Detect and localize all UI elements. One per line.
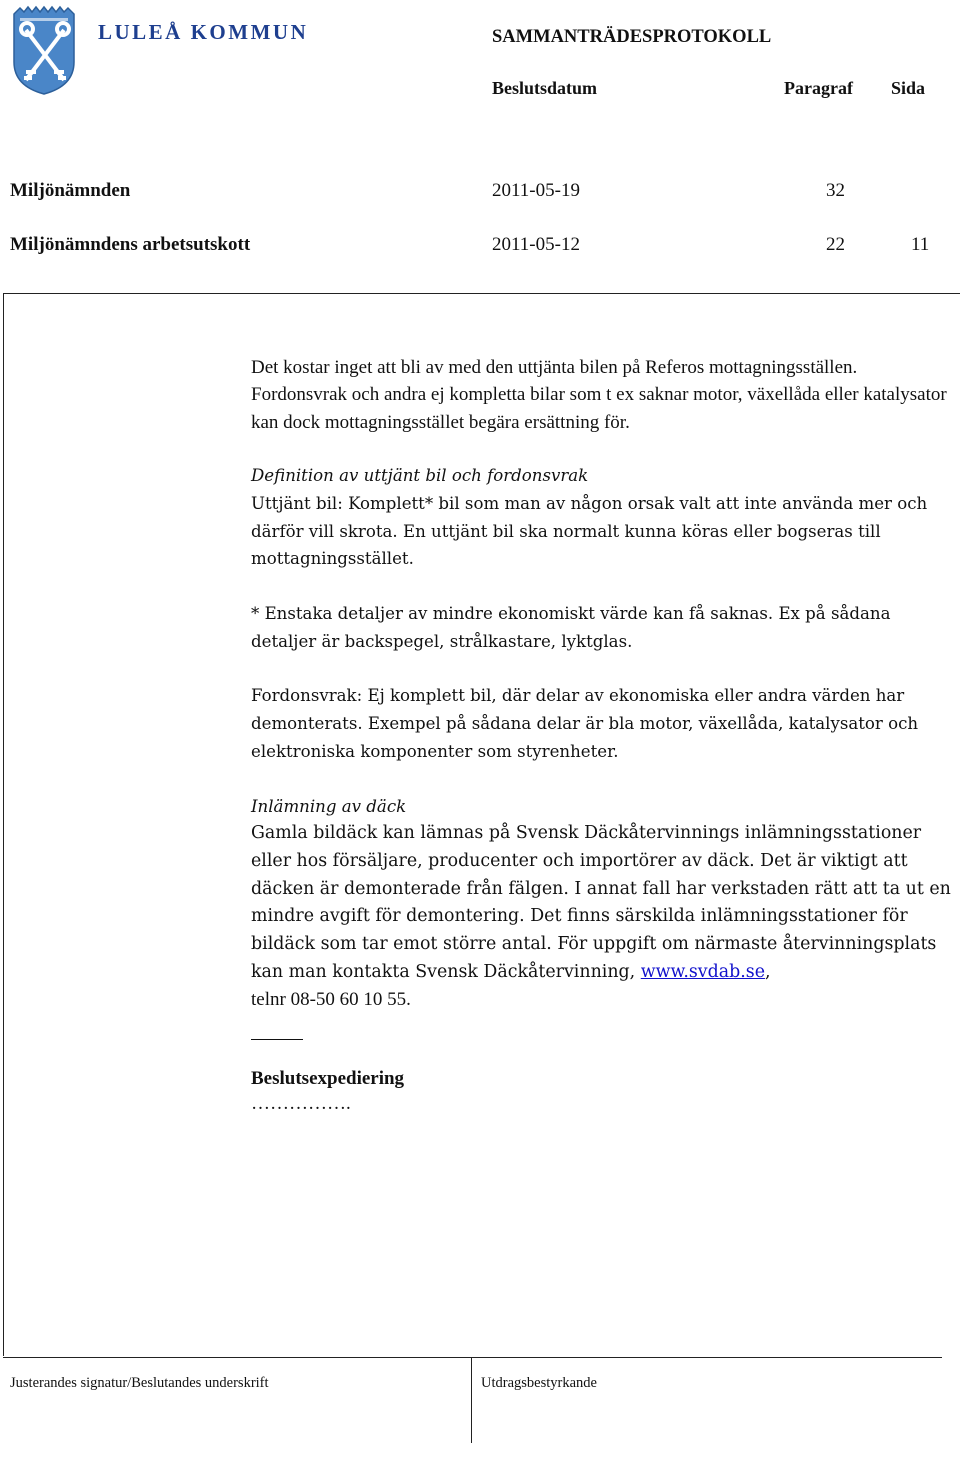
excerpt-field-label: Utdragsbestyrkande bbox=[481, 1375, 597, 1391]
section-divider bbox=[251, 1039, 303, 1040]
column-header-paragraph: Paragraf bbox=[784, 78, 853, 98]
svdab-link[interactable]: www.svdab.se bbox=[640, 961, 765, 982]
definition-fordonsvrak-b: Exempel på sådana delar är bla motor, växellåda, katalysator och elektroniska komponenter som styrenheter. bbox=[251, 714, 919, 761]
section-heading-beslutsexpediering: Beslutsexpediering bbox=[251, 1067, 405, 1089]
paragraph-definition-uttjant bbox=[251, 490, 956, 573]
tires-comma: , bbox=[764, 961, 771, 982]
beslutsexpediering-placeholder: ……………. bbox=[251, 1092, 351, 1114]
tires-text: Gamla bildäck kan lämnas på Svensk Däckåtervinnings inlämningsstationer eller hos försäljare, producenter och importörer av däck. Det är viktigt att däcken är demonterade från fälgen. I annat fall har verkstaden rätt att ta ut en mindre avgift för demontering. Det finns särskilda inlämningsstationer för bildäck som tar emot större antal. För uppgift om närmaste återvinningsplats kan man kontakta Svensk Däckåtervinning, bbox=[251, 823, 951, 982]
section-heading-tires: Inlämning av däck bbox=[251, 796, 407, 816]
signature-field-label: Justerandes signatur/Beslutandes underskrift bbox=[10, 1375, 269, 1391]
lulea-coat-of-arms-logo bbox=[10, 4, 80, 96]
meeting-date: 2011-05-19 bbox=[492, 180, 580, 201]
organization-name: LULEÅ KOMMUN bbox=[98, 20, 309, 44]
meeting-paragraph: 32 bbox=[826, 180, 845, 201]
content-frame-left-border bbox=[3, 293, 4, 1356]
meeting-body-name: Miljönämnden bbox=[10, 180, 131, 201]
definition-uttjant-bil: Uttjänt bil: Komplett* bil som man av någon orsak valt att inte använda mer och därför vill skrota. bbox=[251, 493, 928, 541]
definition-detaljer-a: * Enstaka detaljer av mindre ekonomiskt värde kan få saknas. bbox=[251, 604, 774, 624]
meeting-date: 2011-05-12 bbox=[492, 234, 580, 255]
meeting-body-name: Miljönämndens arbetsutskott bbox=[10, 234, 251, 255]
page-number: 11 bbox=[911, 234, 930, 255]
document-type-title: SAMMANTRÄDESPROTOKOLL bbox=[492, 27, 772, 47]
section-heading-definition: Definition av uttjänt bil och fordonsvrak bbox=[251, 466, 589, 486]
definition-detaljer-b: Ex på sådana detaljer är backspegel, strålkastare, lyktglas. bbox=[251, 604, 891, 651]
definition-fordonsvrak-a: Fordonsvrak: Ej komplett bil, där delar av ekonomiska eller andra värden har demonterats. bbox=[251, 686, 905, 734]
tires-phone: telnr 08-50 60 10 55. bbox=[251, 989, 411, 1011]
paragraph-definition-detaljer bbox=[251, 600, 956, 655]
column-header-date: Beslutsdatum bbox=[492, 78, 598, 98]
content-frame-top-border bbox=[3, 293, 960, 294]
footer-rule-right bbox=[472, 1357, 942, 1358]
paragraph-tires bbox=[251, 820, 956, 986]
protocol-body bbox=[251, 354, 956, 1117]
meeting-paragraph: 22 bbox=[826, 234, 845, 255]
footer-column-divider bbox=[471, 1357, 472, 1443]
definition-uttjant-normal: En uttjänt bil ska normalt kunna köras eller bogseras till mottagningsstället. bbox=[251, 521, 881, 569]
footer-rule-left bbox=[3, 1357, 471, 1358]
column-header-page: Sida bbox=[891, 78, 926, 98]
paragraph-definition-fordonsvrak bbox=[251, 682, 956, 765]
paragraph-referos: Det kostar inget att bli av med den uttjänta bilen på Referos mottagningsställen. Fordonsvrak och andra ej kompletta bilar som t ex saknar motor, växellåda eller katalysator kan dock mottagningsstället begära ersättning för. bbox=[251, 357, 947, 433]
